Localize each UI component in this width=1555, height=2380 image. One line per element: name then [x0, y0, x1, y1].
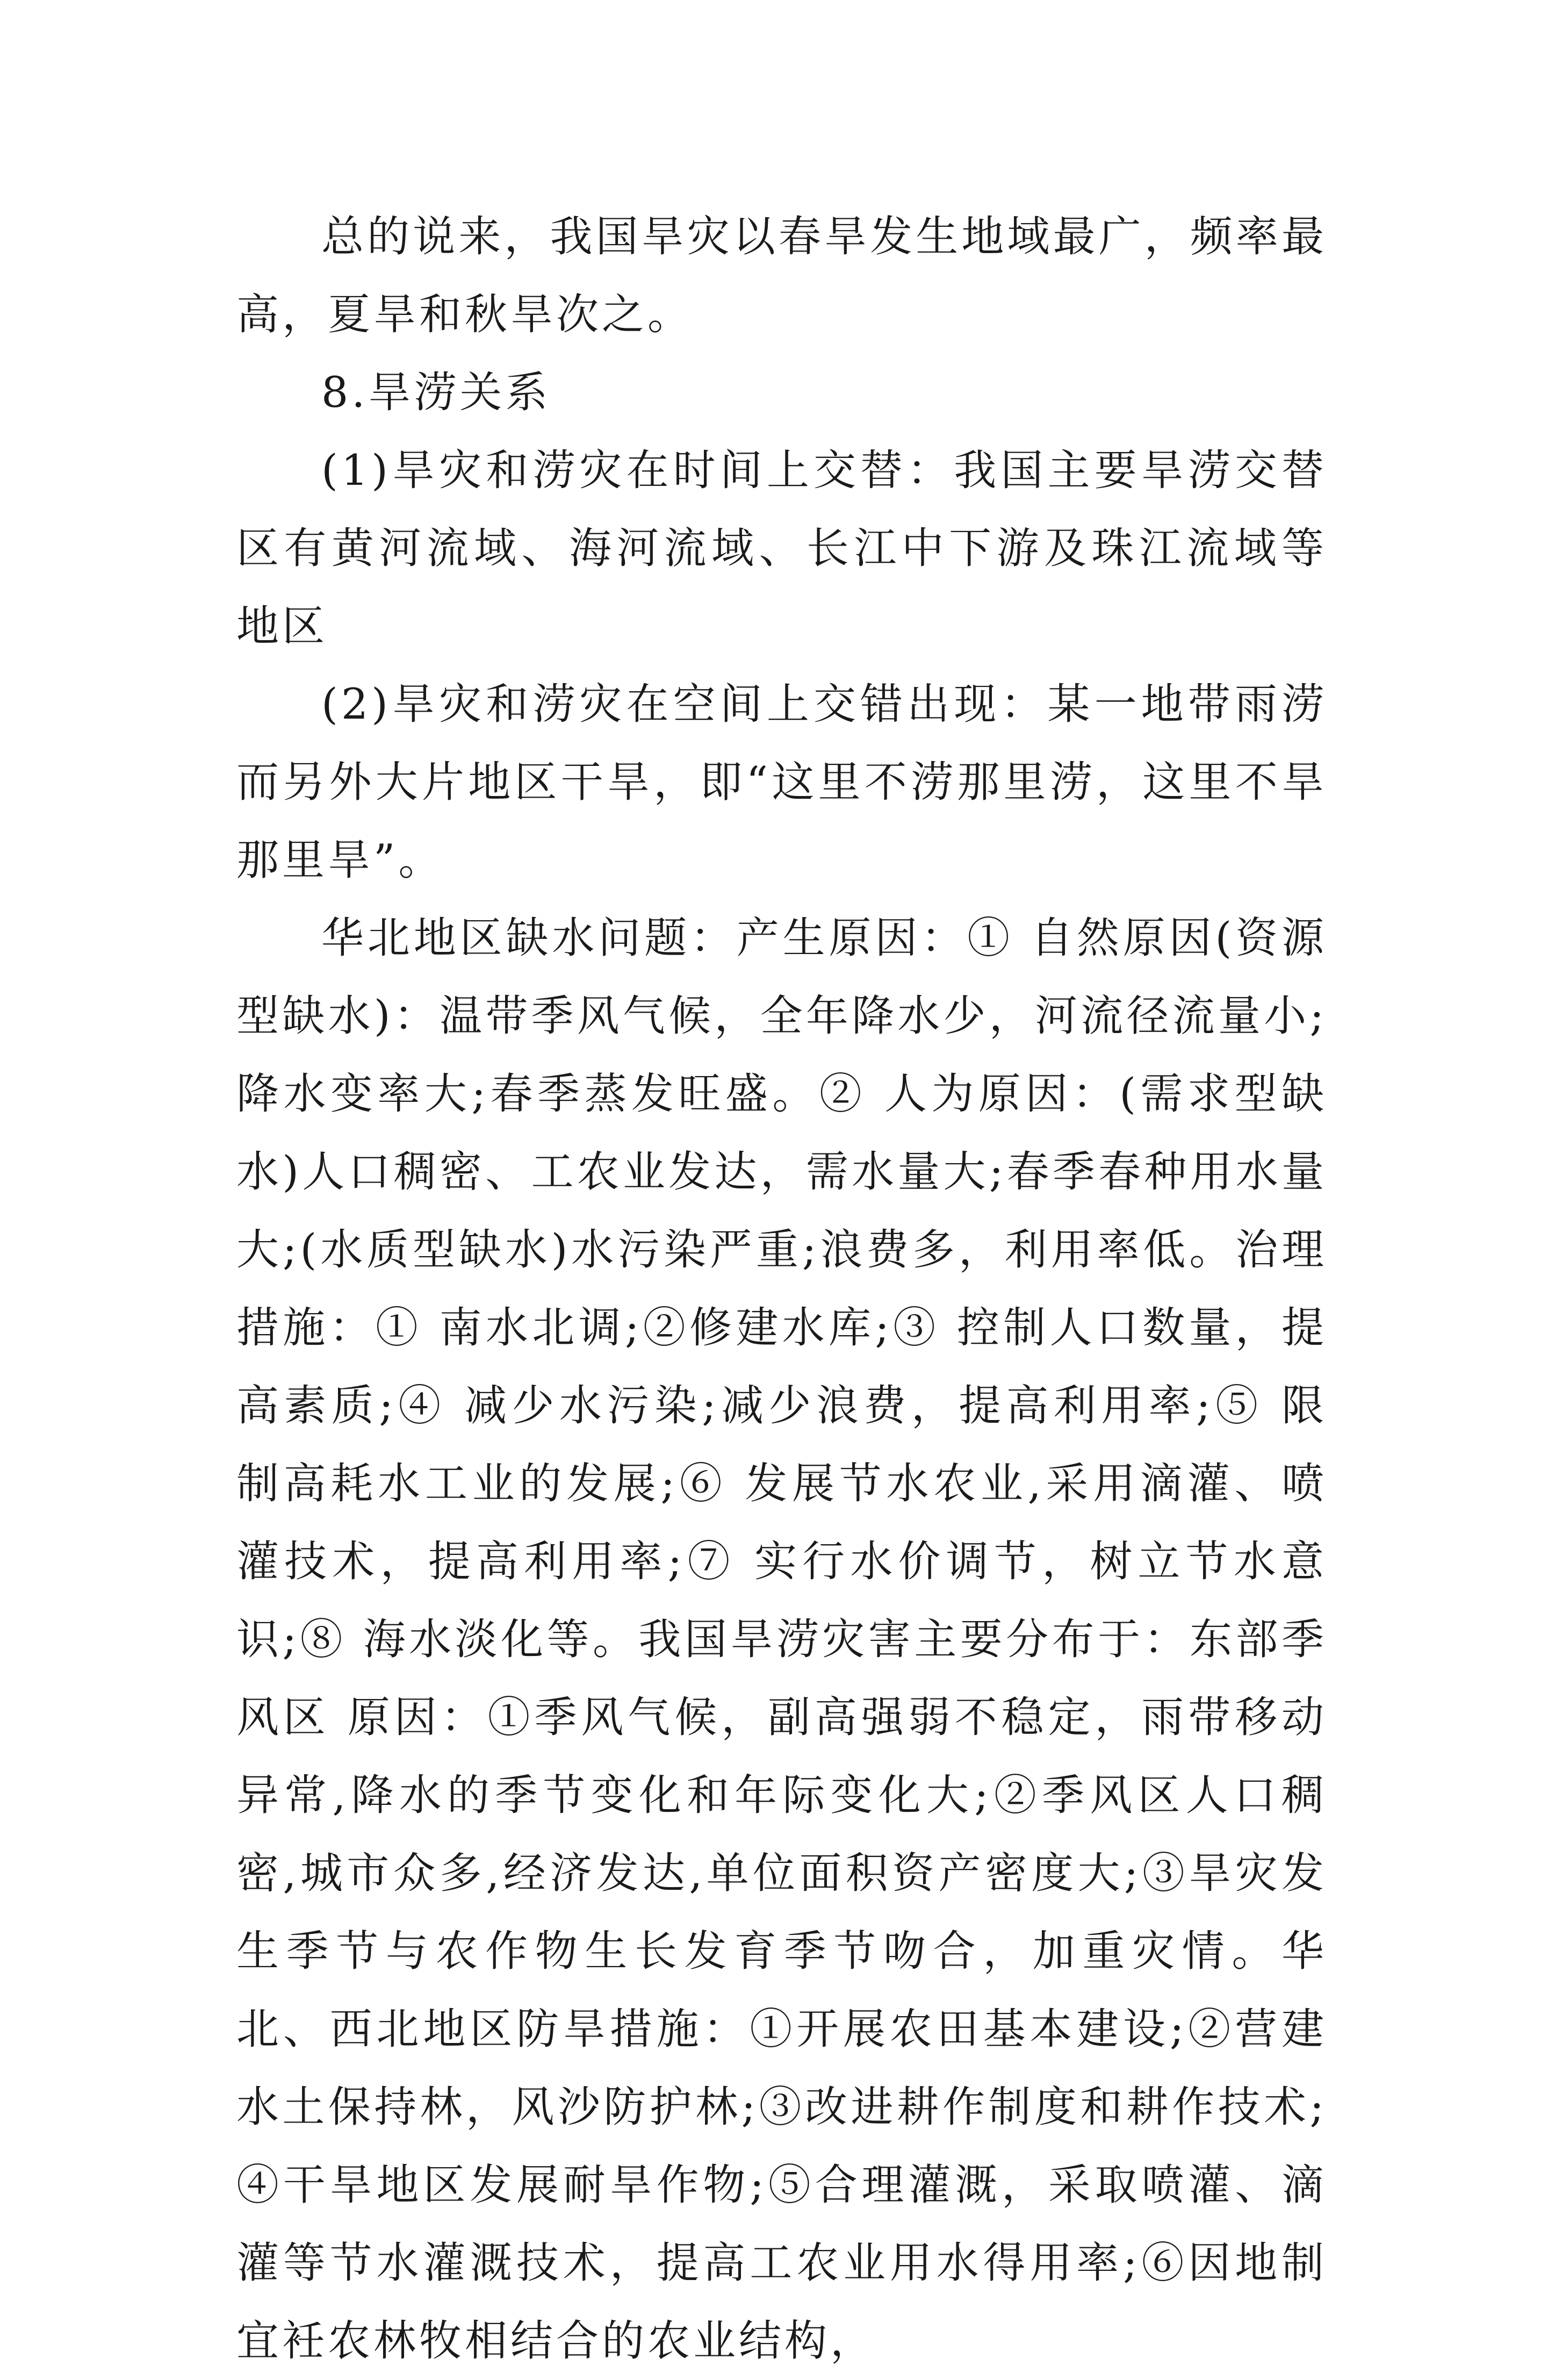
- document-body: [236, 198, 1327, 2380]
- paragraph-temporal-alternation: (1)旱灾和涝灾在时间上交替：我国主要旱涝交替区有黄河流域、海河流域、长江中下游及珠江流域等地区: [236, 446, 1327, 651]
- paragraph-spatial-alternation: (2)旱灾和涝灾在空间上交错出现：某一地带雨涝而另外大片地区干旱，即“这里不涝那里涝，这里不旱那里旱”。: [236, 679, 1327, 885]
- section-heading-drought-flood-relation: 8.旱涝关系: [321, 368, 551, 417]
- paragraph-drought-summary: 总的说来，我国旱灾以春旱发生地域最广，频率最高，夏旱和秋旱次之。: [236, 212, 1327, 339]
- paragraph-north-china-water-shortage: 华北地区缺水问题：产生原因：① 自然原因(资源型缺水)：温带季风气候，全年降水少，河流径流量小;降水变率大;春季蒸发旺盛。② 人为原因：(需求型缺水)人口稠密、工农业发达，需水量大;春季春种用水量大;(水质型缺水)水污染严重;浪费多，利用率低。治理措施：① 南水北调;②修建水库;③ 控制人口数量，提高素质;④ 减少水污染;减少浪费，提高利用率;⑤ 限制高耗水工业的发展;⑥ 发展节水农业,采用滴灌、喷灌技术，提高利用率;⑦ 实行水价调节，树立节水意识;⑧ 海水淡化等。我国旱涝灾害主要分布于：东部季风区 原因：①季风气候，副高强弱不稳定，雨带移动异常,降水的季节变化和年际变化大;②季风区人口稠密,城市众多,经济发达,单位面积资产密度大;③旱灾发生季节与农作物生长发育季节吻合，加重灾情。华北、西北地区防旱措施：①开展农田基本建设;②营建水土保持林，风沙防护林;③改进耕作制度和耕作技术;④干旱地区发展耐旱作物;⑤合理灌溉，采取喷灌、滴灌等节水灌溉技术，提高工农业用水得用率;⑥因地制宜衽农林牧相结合的农业结构，: [236, 913, 1327, 2365]
